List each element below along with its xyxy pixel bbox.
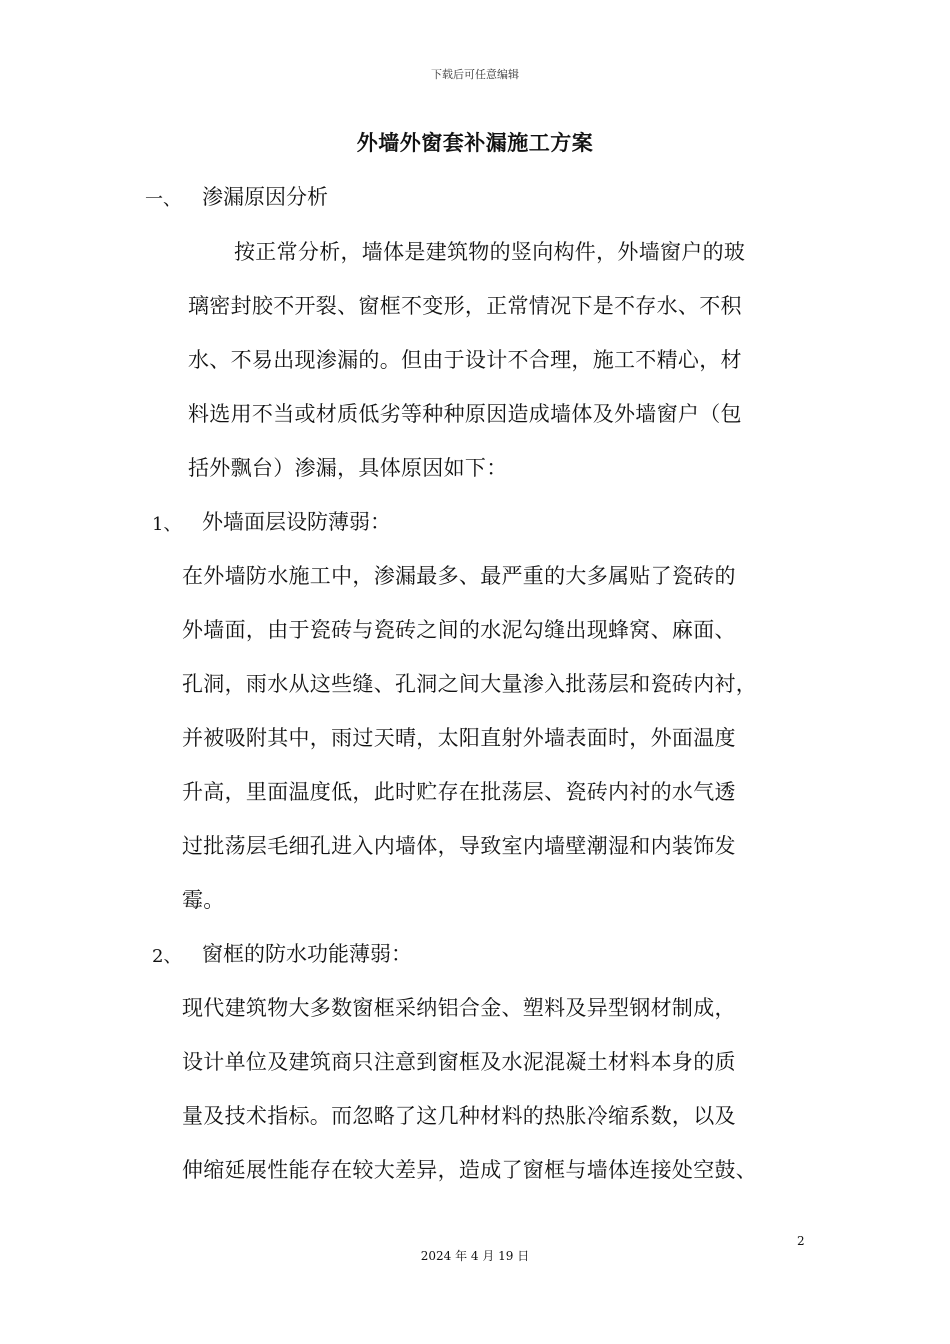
paragraph-line: 过批荡层毛细孔进入内墙体，导致室内墙壁潮湿和内装饰发 [182, 834, 736, 858]
paragraph-line: 升高，里面温度低，此时贮存在批荡层、瓷砖内衬的水气透 [182, 780, 736, 804]
paragraph-line: 按正常分析，墙体是建筑物的竖向构件，外墙窗户的玻 [234, 240, 746, 264]
paragraph-line: 孔洞，雨水从这些缝、孔洞之间大量渗入批荡层和瓷砖内衬， [182, 672, 758, 696]
paragraph-line: 水、不易出现渗漏的。但由于设计不合理，施工不精心，材 [188, 348, 742, 372]
section-1-heading: 渗漏原因分析 [202, 185, 328, 209]
item-1-number: 1、 [152, 514, 182, 535]
item-1-heading: 外墙面层设防薄弱： [202, 510, 391, 534]
item-2-number: 2、 [152, 946, 182, 967]
paragraph-line: 外墙面，由于瓷砖与瓷砖之间的水泥勾缝出现蜂窝、麻面、 [182, 618, 736, 642]
paragraph-line: 在外墙防水施工中，渗漏最多、最严重的大多属贴了瓷砖的 [182, 564, 736, 588]
paragraph-line: 伸缩延展性能存在较大差异，造成了窗框与墙体连接处空鼓、 [182, 1158, 758, 1182]
section-1-number: 一、 [145, 189, 181, 210]
document-title: 外墙外窗套补漏施工方案 [356, 131, 594, 155]
paragraph-line: 量及技术指标。而忽略了这几种材料的热胀冷缩系数，以及 [182, 1104, 736, 1128]
header-note: 下载后可任意编辑 [431, 68, 519, 81]
item-2-heading: 窗框的防水功能薄弱： [202, 942, 412, 966]
paragraph-line: 括外飘台）渗漏，具体原因如下： [188, 456, 508, 480]
paragraph-line: 璃密封胶不开裂、窗框不变形，正常情况下是不存水、不积 [188, 294, 742, 318]
paragraph-line: 料选用不当或材质低劣等种种原因造成墙体及外墙窗户（包 [188, 402, 742, 426]
footer-date: 2024 年 4 月 19 日 [420, 1249, 530, 1263]
paragraph-line: 并被吸附其中，雨过天晴，太阳直射外墙表面时，外面温度 [182, 726, 736, 750]
paragraph-line: 设计单位及建筑商只注意到窗框及水泥混凝土材料本身的质 [182, 1050, 736, 1074]
paragraph-line: 现代建筑物大多数窗框采纳铝合金、塑料及异型钢材制成， [182, 996, 736, 1020]
page-number: 2 [797, 1234, 805, 1248]
paragraph-line: 霉。 [182, 888, 225, 912]
